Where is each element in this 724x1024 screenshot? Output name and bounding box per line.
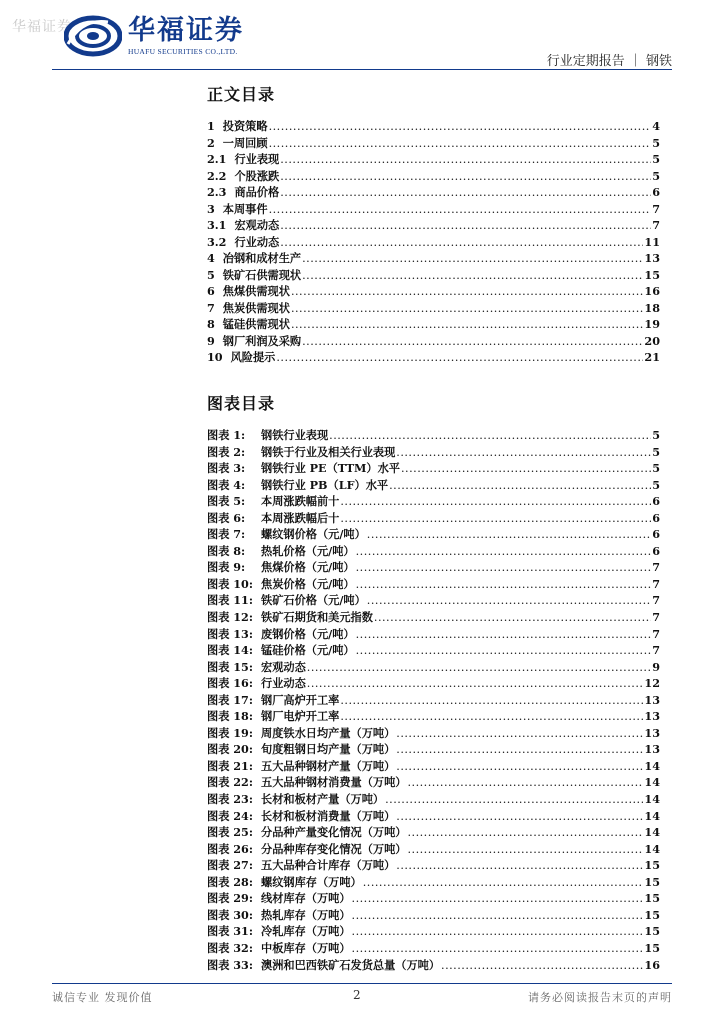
page-reference: 6 [652, 185, 660, 199]
figure-number: 图表 10: [207, 576, 253, 591]
figure-list-item[interactable] [207, 460, 660, 477]
toc-section-number: 2.1 [207, 152, 227, 166]
figure-list-item[interactable] [207, 923, 660, 940]
figure-title: 螺纹钢价格（元/吨） [261, 527, 366, 542]
figure-list-item[interactable] [207, 940, 660, 957]
figure-list-item[interactable] [207, 841, 660, 858]
dot-leader [407, 826, 643, 839]
dot-leader [396, 446, 651, 459]
page-reference: 7 [652, 643, 660, 658]
figure-title: 钢厂高炉开工率 [261, 692, 340, 707]
company-logo [64, 14, 244, 58]
page-reference: 15 [644, 891, 660, 906]
figure-title: 冷轧库存（万吨） [261, 924, 351, 939]
figure-number: 图表 27: [207, 858, 253, 873]
figure-title: 长材和板材产量（万吨） [261, 792, 385, 807]
figure-number: 图表 31: [207, 924, 253, 939]
toc-section-number: 8 [207, 317, 215, 331]
dot-leader [307, 677, 644, 690]
figure-title: 废钢价格（元/吨） [261, 626, 355, 641]
figure-list-item[interactable] [207, 791, 660, 808]
logo-chinese-name: 华福证券 [128, 15, 244, 46]
dot-leader [302, 335, 643, 348]
page-reference: 7 [652, 576, 660, 591]
toc-section-number: 2.2 [207, 168, 227, 183]
toc-section-title: 冶钢和成材生产 [222, 251, 302, 265]
figure-title: 本周涨跌幅后十 [261, 510, 340, 525]
figure-title: 热轧库存（万吨） [261, 907, 351, 922]
figure-number: 图表 6: [207, 510, 246, 525]
dot-leader [356, 545, 652, 558]
figure-list-item[interactable] [207, 526, 660, 543]
figure-title: 中板库存（万吨） [261, 940, 351, 955]
figure-title: 五大品种钢材消费量（万吨） [261, 775, 407, 790]
figure-title: 螺纹钢库存（万吨） [261, 874, 362, 889]
figure-number: 图表 33: [207, 957, 253, 972]
dot-leader [307, 661, 651, 674]
figure-list-item[interactable] [207, 907, 660, 924]
figure-number: 图表 24: [207, 808, 253, 823]
toc-section-number: 3 [207, 201, 215, 216]
toc-item[interactable] [207, 283, 660, 300]
figure-number: 图表 19: [207, 725, 253, 740]
dot-leader [352, 925, 644, 938]
figure-list-item[interactable] [207, 592, 660, 609]
toc-section-number: 4 [207, 251, 215, 265]
dot-leader [356, 644, 652, 657]
page-reference: 21 [644, 350, 660, 364]
toc-section-title: 一周回顾 [222, 135, 268, 150]
figure-title: 钢铁行业 PB（LF）水平 [261, 477, 389, 492]
figure-number: 图表 11: [207, 593, 253, 608]
toc-section-title: 本周事件 [222, 201, 268, 216]
figure-number: 图表 30: [207, 907, 253, 922]
toc-section-title: 锰硅供需现状 [222, 317, 290, 331]
figure-number: 图表 3: [207, 461, 246, 476]
toc-section-title: 焦煤供需现状 [222, 284, 290, 298]
figure-number: 图表 26: [207, 841, 253, 856]
page-reference: 9 [652, 659, 660, 674]
figure-list-item[interactable] [207, 427, 660, 444]
dot-leader [291, 318, 643, 331]
figure-number: 图表 8: [207, 543, 246, 558]
dot-leader [276, 351, 643, 364]
figure-title: 五大品种钢材产量（万吨） [261, 758, 396, 773]
figure-number: 图表 16: [207, 676, 253, 691]
toc-section-title: 个股涨跌 [234, 168, 280, 183]
page-reference: 18 [644, 300, 660, 315]
figure-list-item[interactable] [207, 725, 660, 742]
figure-list-title: 图表目录 [207, 394, 276, 413]
dot-leader [367, 594, 651, 607]
toc-section-title: 风险提示 [230, 350, 276, 364]
page-reference: 14 [644, 808, 660, 823]
dot-leader [401, 462, 651, 475]
watermark: 华福证券 [12, 19, 72, 35]
figure-title: 澳洲和巴西铁矿石发货总量（万吨） [261, 957, 441, 972]
toc-section-number: 3.2 [207, 234, 227, 249]
dot-leader [291, 302, 643, 315]
page-reference: 13 [644, 692, 660, 707]
figure-title: 线材库存（万吨） [261, 891, 351, 906]
header-divider [52, 69, 672, 70]
dot-leader [280, 236, 643, 249]
page-reference: 5 [652, 152, 660, 166]
page-reference: 5 [652, 168, 660, 183]
toc-item[interactable] [207, 184, 660, 201]
page-reference: 7 [652, 218, 660, 232]
figure-list-item[interactable] [207, 774, 660, 791]
page-reference: 16 [644, 957, 660, 972]
figure-title: 长材和板材消费量（万吨） [261, 808, 396, 823]
toc-section-number: 9 [207, 333, 215, 348]
dot-leader [302, 252, 643, 265]
page-reference: 6 [652, 527, 660, 542]
dot-leader [280, 186, 651, 199]
dot-leader [269, 120, 652, 133]
dot-leader [269, 203, 652, 216]
dot-leader [340, 710, 643, 723]
figure-list-item[interactable] [207, 675, 660, 692]
page-reference: 7 [652, 626, 660, 641]
dot-leader [302, 269, 643, 282]
figure-number: 图表 18: [207, 709, 253, 724]
figure-list-item[interactable] [207, 758, 660, 775]
dot-leader [340, 512, 651, 525]
page-reference: 19 [644, 317, 660, 331]
toc-section-title: 焦炭供需现状 [222, 300, 290, 315]
page-reference: 5 [652, 461, 660, 476]
toc-item[interactable] [207, 267, 660, 284]
dot-leader [340, 495, 651, 508]
figure-title: 铁矿石价格（元/吨） [261, 593, 366, 608]
figure-number: 图表 25: [207, 825, 253, 840]
dot-leader [280, 219, 651, 232]
toc-section-title: 行业动态 [234, 234, 280, 249]
page-reference: 4 [652, 119, 660, 133]
dot-leader [269, 137, 652, 150]
figure-list-item[interactable] [207, 609, 660, 626]
logo-swirl-icon [64, 14, 122, 58]
figure-title: 分品种产量变化情况（万吨） [261, 825, 407, 840]
dot-leader [385, 793, 643, 806]
report-type: 行业定期报告 ｜ 钢铁 [546, 54, 672, 69]
toc-section-title: 商品价格 [234, 185, 280, 199]
figure-number: 图表 17: [207, 692, 253, 707]
page-reference: 14 [644, 758, 660, 773]
toc-item[interactable] [207, 201, 660, 218]
figure-title: 铁矿石期货和美元指数 [261, 610, 373, 625]
figure-title: 钢厂电炉开工率 [261, 709, 340, 724]
figure-list-item[interactable] [207, 659, 660, 676]
toc-section-title: 钢厂利润及采购 [222, 333, 302, 348]
figure-list-item[interactable] [207, 824, 660, 841]
toc-item[interactable] [207, 217, 660, 234]
page-reference: 6 [652, 494, 660, 509]
figure-list-item[interactable] [207, 543, 660, 560]
figure-number: 图表 4: [207, 477, 246, 492]
page-reference: 11 [644, 234, 660, 249]
figure-number: 图表 14: [207, 643, 253, 658]
figure-title: 热轧价格（元/吨） [261, 543, 355, 558]
toc-section-title: 行业表现 [234, 152, 280, 166]
footer-disclaimer: 请务必阅读报告末页的声明 [528, 991, 672, 1004]
dot-leader [374, 611, 651, 624]
toc-item[interactable] [207, 234, 660, 251]
figure-number: 图表 13: [207, 626, 253, 641]
page-reference: 14 [644, 792, 660, 807]
dot-leader [396, 743, 643, 756]
figure-list-item[interactable] [207, 477, 660, 494]
page-reference: 7 [652, 560, 660, 575]
figure-title: 焦炭价格（元/吨） [261, 576, 355, 591]
figure-title: 行业动态 [261, 676, 306, 691]
toc-item[interactable] [207, 316, 660, 333]
page-reference: 15 [644, 858, 660, 873]
page-reference: 15 [644, 267, 660, 282]
page-reference: 14 [644, 841, 660, 856]
page-reference: 6 [652, 543, 660, 558]
figure-number: 图表 12: [207, 610, 253, 625]
figure-title: 焦煤价格（元/吨） [261, 560, 355, 575]
dot-leader [396, 727, 643, 740]
page-reference: 7 [652, 593, 660, 608]
dot-leader [396, 760, 643, 773]
page-reference: 5 [652, 444, 660, 459]
page-reference: 7 [652, 201, 660, 216]
figure-list-item[interactable] [207, 559, 660, 576]
figure-number: 图表 28: [207, 874, 253, 889]
page-reference: 13 [644, 251, 660, 265]
figure-title: 锰硅价格（元/吨） [261, 643, 355, 658]
dot-leader [352, 942, 644, 955]
dot-leader [367, 528, 651, 541]
figure-list-item[interactable] [207, 874, 660, 891]
figure-title: 本周涨跌幅前十 [261, 494, 340, 509]
figure-number: 图表 15: [207, 659, 253, 674]
toc-section-number: 2.3 [207, 185, 227, 199]
page-reference: 15 [644, 874, 660, 889]
figure-number: 图表 7: [207, 527, 246, 542]
logo-english-name: HUAFU SECURITIES CO.,LTD. [128, 47, 238, 56]
figure-list-item[interactable] [207, 642, 660, 659]
figure-list-item[interactable] [207, 510, 660, 527]
figure-list-item[interactable] [207, 708, 660, 725]
figure-title: 周度铁水日均产量（万吨） [261, 725, 396, 740]
figure-list-item[interactable] [207, 857, 660, 874]
toc-section-number: 10 [207, 350, 223, 364]
footer-slogan: 诚信专业 发现价值 [52, 991, 153, 1004]
figure-title: 宏观动态 [261, 659, 306, 674]
toc-item[interactable] [207, 135, 660, 152]
page-reference: 15 [644, 907, 660, 922]
toc-item[interactable] [207, 349, 660, 366]
figure-list-item[interactable] [207, 957, 660, 974]
figure-list-item[interactable] [207, 576, 660, 593]
figure-title: 分品种库存变化情况（万吨） [261, 841, 407, 856]
dot-leader [356, 628, 652, 641]
dot-leader [280, 170, 651, 183]
toc-section-number: 5 [207, 267, 215, 282]
figure-number: 图表 29: [207, 891, 253, 906]
toc-section-number: 2 [207, 135, 215, 150]
figure-title: 钢铁行业表现 [261, 428, 329, 442]
figure-number: 图表 2: [207, 444, 246, 459]
figure-number: 图表 23: [207, 792, 253, 807]
toc-item[interactable] [207, 118, 660, 135]
page-number: 2 [353, 988, 361, 1002]
dot-leader [352, 892, 644, 905]
toc-item[interactable] [207, 300, 660, 317]
figure-number: 图表 1: [207, 428, 246, 442]
toc-title: 正文目录 [207, 85, 276, 104]
toc-item[interactable] [207, 151, 660, 168]
page-reference: 15 [644, 940, 660, 955]
footer-divider [52, 983, 672, 984]
figure-list-item[interactable] [207, 808, 660, 825]
toc-item[interactable] [207, 250, 660, 267]
dot-leader [356, 578, 652, 591]
dot-leader [363, 876, 644, 889]
page-reference: 14 [644, 825, 660, 840]
page-reference: 5 [652, 477, 660, 492]
page-reference: 13 [644, 709, 660, 724]
toc-section-number: 3.1 [207, 218, 227, 232]
figure-number: 图表 9: [207, 560, 246, 575]
figure-list-item[interactable] [207, 626, 660, 643]
dot-leader [407, 776, 643, 789]
dot-leader [280, 153, 651, 166]
figure-number: 图表 20: [207, 742, 253, 757]
dot-leader [407, 843, 643, 856]
page-reference: 13 [644, 725, 660, 740]
figure-list [207, 427, 660, 973]
figure-list-item[interactable] [207, 444, 660, 461]
figure-list-item[interactable] [207, 741, 660, 758]
page-reference: 6 [652, 510, 660, 525]
figure-title: 旬度粗钢日均产量（万吨） [261, 742, 396, 757]
page-reference: 15 [644, 924, 660, 939]
page-reference: 20 [644, 333, 660, 348]
dot-leader [389, 479, 651, 492]
page-reference: 14 [644, 775, 660, 790]
dot-leader [356, 561, 652, 574]
toc-section-number: 7 [207, 300, 215, 315]
toc-section-title: 投资策略 [222, 119, 268, 133]
figure-list-item[interactable] [207, 692, 660, 709]
dot-leader [441, 959, 643, 972]
figure-number: 图表 22: [207, 775, 253, 790]
figure-title: 钢铁于行业及相关行业表现 [261, 444, 396, 459]
figure-list-item[interactable] [207, 890, 660, 907]
figure-title: 五大品种合计库存（万吨） [261, 858, 396, 873]
page-reference: 16 [644, 284, 660, 298]
dot-leader [291, 285, 643, 298]
figure-number: 图表 21: [207, 758, 253, 773]
page-reference: 7 [652, 610, 660, 625]
dot-leader [329, 429, 651, 442]
toc-section-title: 铁矿石供需现状 [222, 267, 302, 282]
toc-item[interactable] [207, 333, 660, 350]
figure-list-item[interactable] [207, 493, 660, 510]
figure-number: 图表 5: [207, 494, 246, 509]
toc-item[interactable] [207, 168, 660, 185]
dot-leader [352, 909, 644, 922]
toc-section-number: 1 [207, 119, 215, 133]
figure-title: 钢铁行业 PE（TTM）水平 [261, 461, 400, 476]
figure-number: 图表 32: [207, 940, 253, 955]
page-reference: 5 [652, 135, 660, 150]
page-reference: 5 [652, 428, 660, 442]
page-reference: 13 [644, 742, 660, 757]
dot-leader [396, 810, 643, 823]
table-of-contents [207, 118, 660, 366]
toc-section-number: 6 [207, 284, 215, 298]
toc-section-title: 宏观动态 [234, 218, 280, 232]
dot-leader [340, 694, 643, 707]
dot-leader [396, 859, 643, 872]
page-reference: 12 [644, 676, 660, 691]
